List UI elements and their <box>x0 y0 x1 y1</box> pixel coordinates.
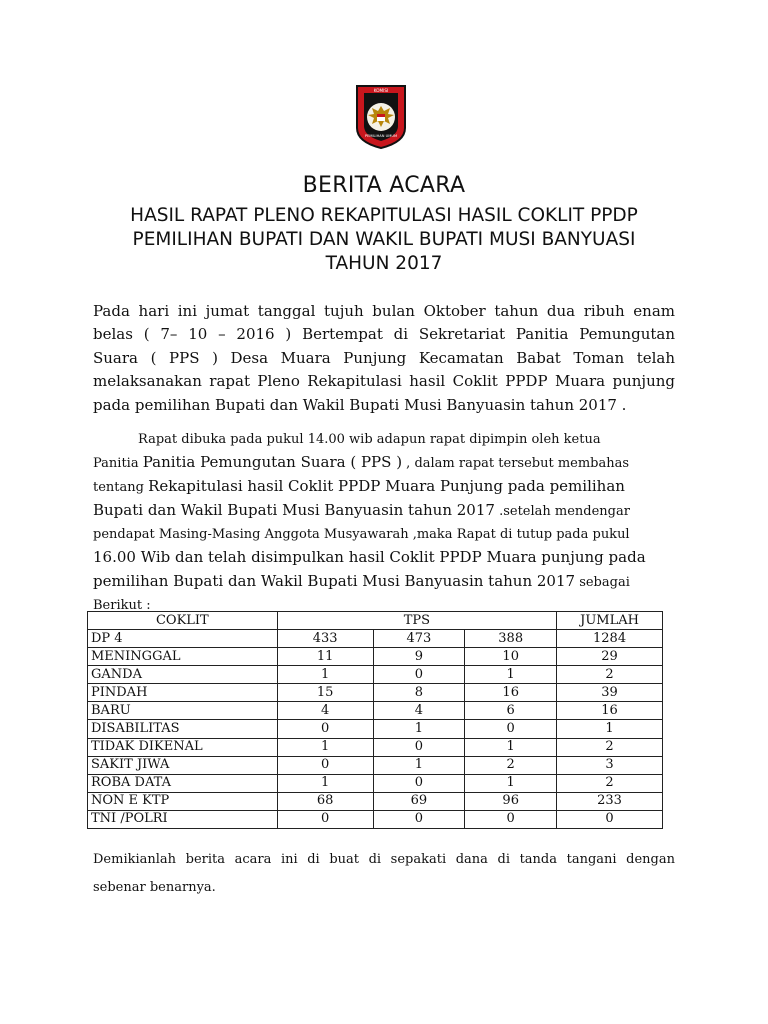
tps-3-value: 0 <box>465 810 557 828</box>
header-jumlah: JUMLAH <box>557 612 663 630</box>
tps-3-value: 1 <box>465 774 557 792</box>
tps-1-value: 1 <box>277 666 373 684</box>
tps-3-value: 6 <box>465 702 557 720</box>
row-label: NON E KTP <box>88 792 278 810</box>
paragraph-text: hasil Coklit PPDP Muara punjung pada <box>348 548 646 566</box>
paragraph-text: pemilihan Bupati dan Wakil Bupati Musi Banyuasin tahun 2017 <box>93 572 576 590</box>
paragraph-line: sebenar benarnya. <box>93 880 216 895</box>
tps-1-value: 0 <box>277 720 373 738</box>
paragraph-line: melaksanakan rapat Pleno Rekapitulasi hasil Coklit PPDP Muara punjung <box>93 372 675 391</box>
tps-2-value: 1 <box>373 720 465 738</box>
total-value: 3 <box>557 756 663 774</box>
table-row <box>88 702 663 720</box>
tps-3-value: 1 <box>465 666 557 684</box>
tps-1-value: 433 <box>277 630 373 648</box>
document-title: BERITA ACARA <box>302 173 466 198</box>
paragraph-text: tentang <box>93 480 149 495</box>
paragraph-line: Pada hari ini jumat tanggal tujuh bulan Oktober tahun dua ribuh enam <box>93 302 675 320</box>
table-row <box>88 774 663 792</box>
paragraph-text: sebagai <box>575 575 630 590</box>
closing-paragraph <box>93 846 675 902</box>
row-label: MENINGGAL <box>88 648 278 666</box>
meeting-paragraph <box>93 428 675 617</box>
tps-2-value: 4 <box>373 702 465 720</box>
table-row <box>88 810 663 828</box>
paragraph-text: Bupati dan Wakil Bupati Musi Banyuasin tahun 2017 <box>93 501 495 519</box>
tps-1-value: 0 <box>277 810 373 828</box>
total-value: 39 <box>557 684 663 702</box>
paragraph-text: , dalam rapat tersebut membahas <box>402 456 630 471</box>
subtitle-line: TAHUN 2017 <box>325 253 443 274</box>
tps-1-value: 11 <box>277 648 373 666</box>
tps-2-value: 8 <box>373 684 465 702</box>
tps-3-value: 2 <box>465 756 557 774</box>
header-coklit: COKLIT <box>88 612 278 630</box>
table-row <box>88 684 663 702</box>
table-row <box>88 720 663 738</box>
table-header-row <box>88 612 663 630</box>
tps-1-value: 0 <box>277 756 373 774</box>
row-label: SAKIT JIWA <box>88 756 278 774</box>
table-row <box>88 648 663 666</box>
row-label: PINDAH <box>88 684 278 702</box>
table-row <box>88 630 663 648</box>
tps-2-value: 9 <box>373 648 465 666</box>
total-value: 1284 <box>557 630 663 648</box>
paragraph-text: 16.00 Wib dan telah disimpulkan <box>93 548 349 566</box>
table-row <box>88 792 663 810</box>
paragraph-text: pendapat Masing-Masing Anggota Musyawarah ,maka Rapat di tutup pada pukul <box>93 527 630 542</box>
kpu-emblem-icon <box>355 84 407 150</box>
subtitle-line: HASIL RAPAT PLENO REKAPITULASI HASIL COKLIT PPDP <box>130 205 638 226</box>
row-label: BARU <box>88 702 278 720</box>
total-value: 2 <box>557 738 663 756</box>
tps-3-value: 16 <box>465 684 557 702</box>
tps-3-value: 388 <box>465 630 557 648</box>
tps-3-value: 96 <box>465 792 557 810</box>
paragraph-line: Demikianlah berita acara ini di buat di sepakati dana di tanda tangani dengan <box>93 852 675 867</box>
subtitle-line: PEMILIHAN BUPATI DAN WAKIL BUPATI MUSI BANYUASI <box>132 229 636 250</box>
row-label: DISABILITAS <box>88 720 278 738</box>
paragraph-text: Rekapitulasi hasil Coklit PPDP Muara Punjung pada pemilihan <box>148 477 625 495</box>
tps-1-value: 68 <box>277 792 373 810</box>
total-value: 16 <box>557 702 663 720</box>
table-row <box>88 738 663 756</box>
row-label: DP 4 <box>88 630 278 648</box>
tps-3-value: 10 <box>465 648 557 666</box>
paragraph-text: Panitia Pemungutan Suara ( PPS ) <box>142 453 403 471</box>
tps-2-value: 0 <box>373 666 465 684</box>
paragraph-text: Panitia <box>93 456 143 471</box>
document-subtitle <box>0 204 768 276</box>
tps-3-value: 0 <box>465 720 557 738</box>
tps-1-value: 15 <box>277 684 373 702</box>
paragraph-line: belas ( 7– 10 – 2016 ) Bertempat di Sekretariat Panitia Pemungutan <box>93 325 675 344</box>
tps-2-value: 0 <box>373 774 465 792</box>
paragraph-text: Rapat dibuka pada pukul 14.00 wib adapun rapat dipimpin oleh ketua <box>138 432 601 447</box>
row-label: GANDA <box>88 666 278 684</box>
tps-1-value: 4 <box>277 702 373 720</box>
table-row <box>88 756 663 774</box>
row-label: TIDAK DIKENAL <box>88 738 278 756</box>
tps-2-value: 69 <box>373 792 465 810</box>
header-tps: TPS <box>277 612 556 630</box>
paragraph-text: .setelah mendengar <box>494 504 630 519</box>
logo-top-text: KOMISI <box>373 88 389 93</box>
row-label: ROBA DATA <box>88 774 278 792</box>
paragraph-text: Berikut : <box>93 598 151 613</box>
total-value: 2 <box>557 774 663 792</box>
tps-1-value: 1 <box>277 774 373 792</box>
opening-paragraph <box>93 300 675 417</box>
row-label: TNI /POLRI <box>88 810 278 828</box>
table-row <box>88 666 663 684</box>
tps-2-value: 473 <box>373 630 465 648</box>
total-value: 29 <box>557 648 663 666</box>
paragraph-line: Suara ( PPS ) Desa Muara Punjung Kecamatan Babat Toman telah <box>93 348 675 367</box>
total-value: 233 <box>557 792 663 810</box>
tps-1-value: 1 <box>277 738 373 756</box>
total-value: 2 <box>557 666 663 684</box>
tps-3-value: 1 <box>465 738 557 756</box>
paragraph-line: pada pemilihan Bupati dan Wakil Bupati Musi Banyuasin tahun 2017 . <box>93 395 627 414</box>
tps-2-value: 0 <box>373 738 465 756</box>
coklit-table <box>87 611 663 829</box>
tps-2-value: 0 <box>373 810 465 828</box>
total-value: 0 <box>557 810 663 828</box>
total-value: 1 <box>557 720 663 738</box>
tps-2-value: 1 <box>373 756 465 774</box>
logo-bottom-text: PEMILIHAN UMUM <box>364 134 398 138</box>
